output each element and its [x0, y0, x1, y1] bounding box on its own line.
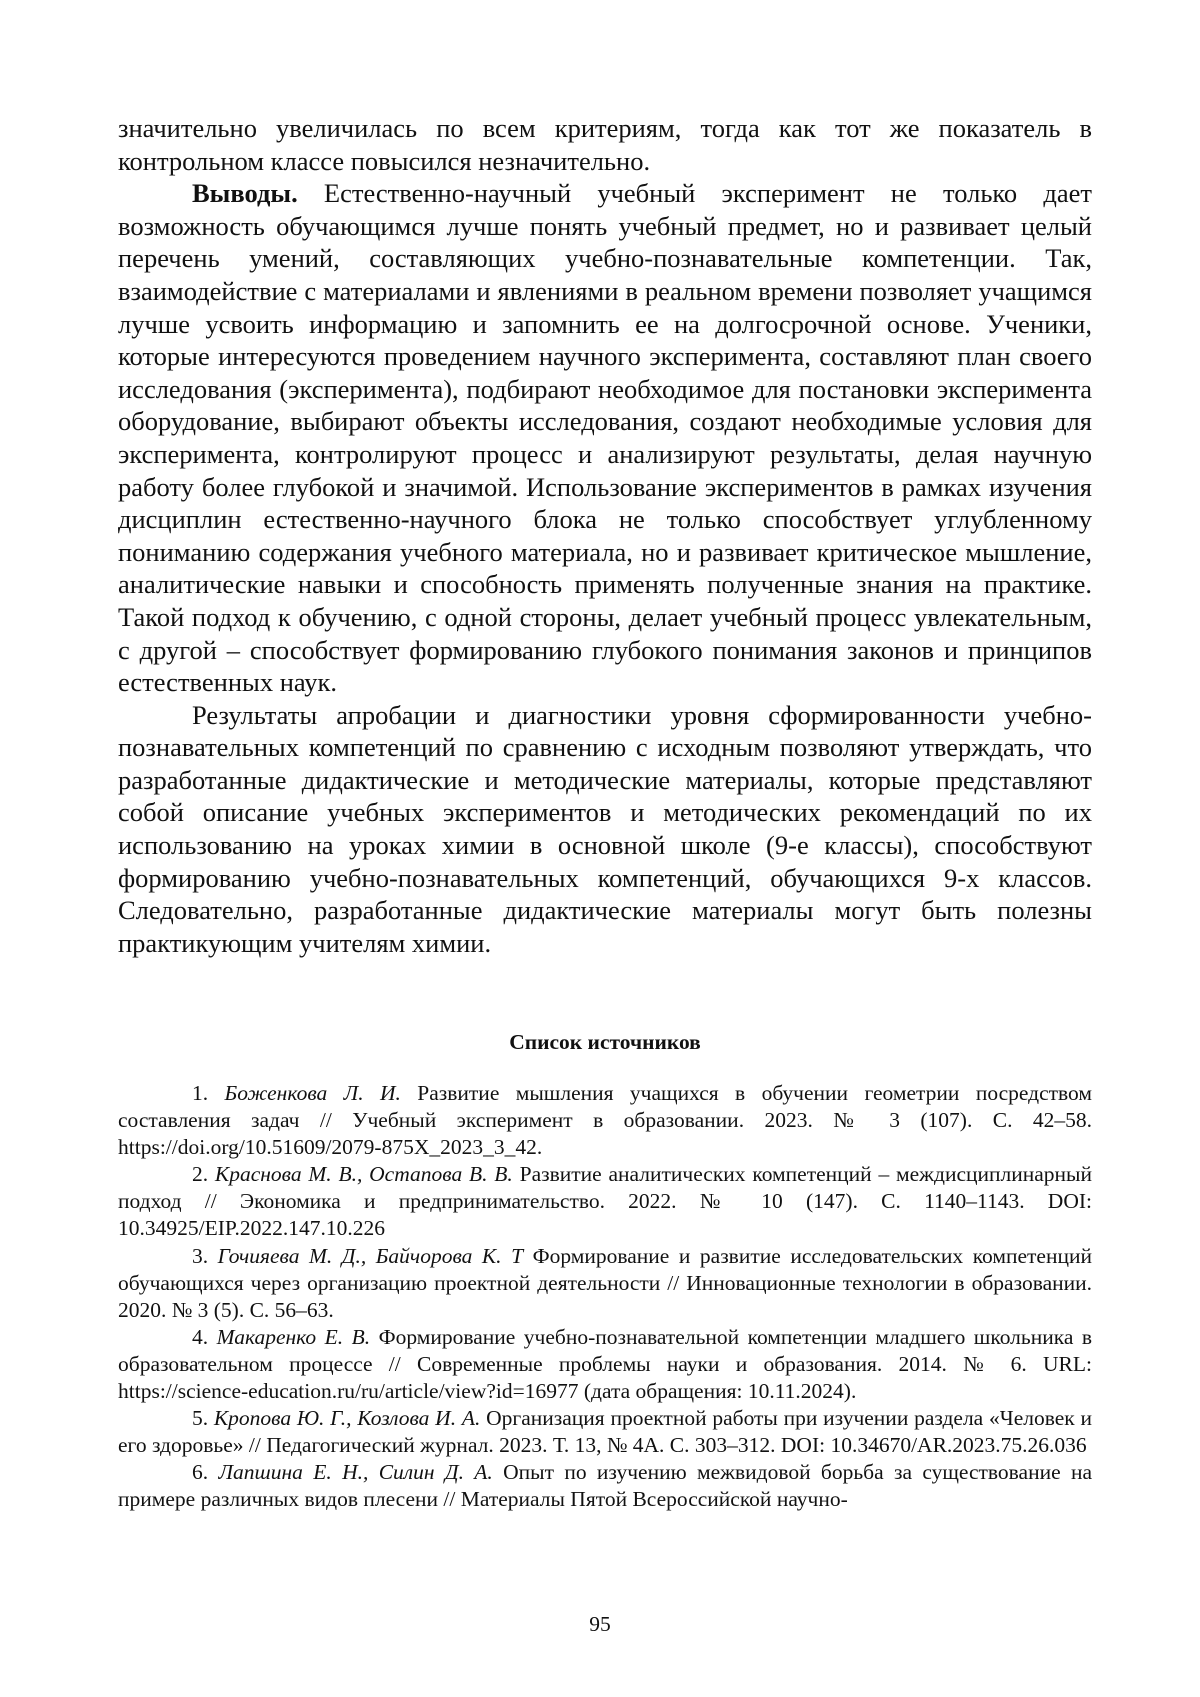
reference-authors: Макаренко Е. В. [216, 1324, 371, 1349]
reference-number: 6. [192, 1460, 209, 1485]
page-number: 95 [589, 1612, 611, 1636]
reference-item [118, 1324, 1092, 1405]
reference-number: 3. [192, 1243, 209, 1268]
references-title: Список источников [509, 1030, 701, 1054]
paragraph-continued: значительно увеличилась по всем критериям, тогда как тот же показатель в контрольном классе повысился незначительно. [118, 113, 1092, 176]
reference-text: Развитие мышления учащихся в обучении геометрии посредством составления задач // Учебный эксперимент в образовании. 2023. № 3 (107). С. 42–58. https://doi.org/10.51609/2079-875X_2023_3_42. [118, 1081, 1092, 1160]
references-list [118, 1080, 1092, 1514]
reference-text: Опыт по изучению межвидовой борьба за существование на примере различных видов плесени // Материалы Пятой Всероссийской научно- [118, 1460, 1093, 1512]
paragraph-results: Результаты апробации и диагностики уровня сформированности учебно-познавательных компетенций по сравнению с исходным позволяют утверждать, что разработанные дидактические и методические материалы, которые представляют собой описание учебных экспериментов и методических рекомендаций по их использованию на уроках химии в основной школе (9-е классы), способствуют формированию учебно-познавательных компетенций, обучающихся 9-х классов. Следовательно, разработанные дидактические материалы могут быть полезны практикующим учителям химии. [118, 699, 1092, 958]
paragraph-conclusions [118, 177, 1092, 699]
reference-authors: Краснова М. В., Остапова В. В. [214, 1162, 513, 1187]
reference-item [118, 1405, 1092, 1459]
reference-number: 4. [192, 1324, 209, 1349]
reference-item [118, 1161, 1092, 1242]
reference-number: 5. [192, 1406, 209, 1431]
reference-number: 1. [192, 1081, 209, 1105]
reference-number: 2. [192, 1162, 209, 1187]
reference-authors: Кропова Ю. Г., Козлова И. А. [213, 1406, 481, 1431]
conclusions-heading: Выводы. [192, 178, 298, 209]
reference-text: Формирование и развитие исследовательских компетенций обучающихся через организацию проектной деятельности // Инновационные технологии в образовании. 2020. № 3 (5). С. 56–63. [118, 1243, 1092, 1322]
reference-item [118, 1080, 1092, 1161]
reference-item [118, 1243, 1092, 1324]
conclusions-text: Естественно-научный учебный эксперимент не только дает возможность обучающимся лучше понять учебный предмет, но и развивает целый перечень умений, составляющих учебно-познавательные компетенции. Так, взаимодействие с материалами и явлениями в реальном времени позволяет учащимся лучше усвоить информацию и запомнить ее на долгосрочной основе. Ученики, которые интересуются проведением научного эксперимента, составляют план своего исследования (эксперимента), подбирают необходимое для постановки эксперимента оборудование, выбирают объекты исследования, создают необходимые условия для эксперимента, контролируют процесс и анализируют результаты, делая научную работу более глубокой и значимой. Использование экспериментов в рамках изучения дисциплин естественно-научного блока не только способствует углубленному пониманию содержания учебного материала, но и развивает критическое мышление, аналитические навыки и способность применять полученные знания на практике. Такой подход к обучению, с одной стороны, делает учебный процесс увлекательным, с другой – способствует формированию глубокого понимания законов и принципов естественных наук. [118, 178, 1092, 698]
reference-text: Формирование учебно-познавательной компетенции младшего школьника в образовательном процессе // Современные проблемы науки и образования. 2014. № 6. URL: https://science-education.ru/ru/article/view?id=16977 (дата обращения: 10.11.2024). [118, 1324, 1093, 1404]
reference-text: Организация проектной работы при изучении раздела «Человек и его здоровье» // Педагогический журнал. 2023. Т. 13, № 4А. С. 303–312. DOI: 10.34670/AR.2023.75.26.036 [118, 1406, 1093, 1458]
body-text [118, 112, 1092, 959]
reference-authors: Гочияева М. Д., Байчорова К. Т [217, 1243, 524, 1268]
reference-authors: Лапшина Е. Н., Силин Д. А. [218, 1460, 493, 1485]
reference-text: Развитие аналитических компетенций – междисциплинарный подход // Экономика и предпринимательство. 2022. № 10 (147). С. 1140–1143. DOI: 10.34925/EIP.2022.147.10.226 [118, 1162, 1092, 1241]
reference-item [118, 1459, 1092, 1513]
reference-authors: Боженкова Л. И. [224, 1081, 401, 1105]
